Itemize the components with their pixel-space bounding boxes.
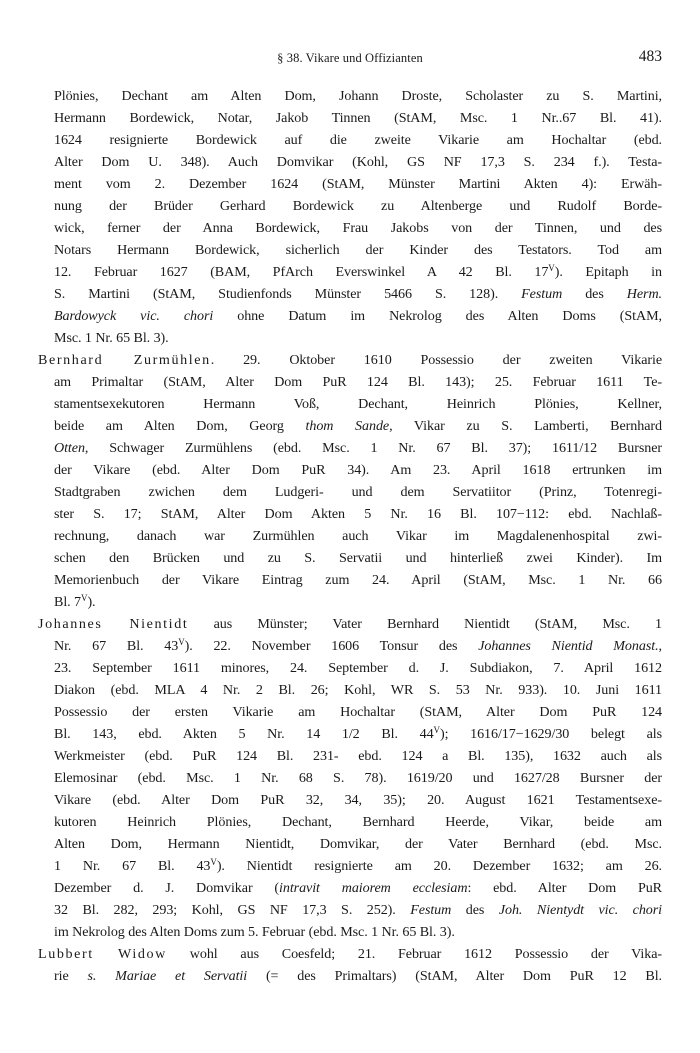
text-segment: (= des Primaltars) (StAM, Alter Dom PuR 12 Bl. [247, 968, 662, 984]
italic-text: Joh. Nientydt vic. chori [498, 902, 663, 918]
text-segment: des [562, 286, 627, 302]
superscript: V [178, 637, 185, 647]
text-line [38, 701, 662, 723]
text-segment: Werkmeister (ebd. PuR 124 Bl. 231- ebd. 124 a Bl. 135), 1632 auch als [54, 748, 662, 764]
text-segment: Possessio der ersten Vikarie am Hochaltar (StAM, Alter Dom PuR 124 [54, 704, 662, 720]
text-line [38, 261, 662, 283]
entry-heading-line [38, 943, 662, 965]
entry-name: Johannes Nientidt [38, 616, 189, 632]
italic-text: Herm. [626, 286, 662, 302]
text-segment: Vikare (ebd. Alter Dom PuR 32, 34, 35); 20. August 1621 Testamentsexe- [54, 792, 662, 808]
text-segment: ster S. 17; StAM, Alter Dom Akten 5 Nr. 16 Bl. 107−112: ebd. Nachlaß- [54, 506, 662, 522]
text-segment: 32 Bl. 282, 293; Kohl, GS NF 17,3 S. 252). [54, 902, 411, 918]
section-title: § 38. Vikare und Offizianten [277, 51, 423, 65]
page-number: 483 [638, 48, 662, 65]
text-line [38, 569, 662, 591]
text-line [38, 745, 662, 767]
entry-name: Lubbert Widow [38, 946, 167, 962]
text-line [38, 415, 662, 437]
text-segment: Bl. 7 [54, 594, 82, 610]
text-line [38, 811, 662, 833]
text-segment: des [451, 902, 499, 918]
superscript: V [433, 725, 440, 735]
text-segment: kutoren Heinrich Plönies, Dechant, Bernhard Heerde, Vikar, beide am [54, 814, 662, 830]
text-line [38, 679, 662, 701]
text-segment: ment vom 2. Dezember 1624 (StAM, Münster Martini Akten 4): Erwäh- [54, 176, 662, 192]
text-line [38, 921, 662, 943]
text-segment: ); 1616/17−1629/30 belegt als [439, 726, 662, 742]
text-line [38, 635, 662, 657]
text-segment: 23. September 1611 minores, 24. September d. J. Subdiakon, 7. April 1612 [54, 660, 662, 676]
text-segment: am Primaltar (StAM, Alter Dom PuR 124 Bl. 143); 25. Februar 1611 Te- [54, 374, 662, 390]
text-line [38, 877, 662, 899]
text-segment: . 29. Oktober 1610 Possessio der zweiten Vikarie [210, 352, 662, 368]
text-segment: Msc. 1 Nr. 65 Bl. 3). [54, 330, 169, 346]
text-line [38, 503, 662, 525]
text-segment: der Vikare (ebd. Alter Dom PuR 34). Am 23. April 1618 ertrunken im [54, 462, 662, 478]
text-segment: ). 22. November 1606 Tonsur des [184, 638, 479, 654]
text-line [38, 833, 662, 855]
text-line [38, 151, 662, 173]
text-line [38, 173, 662, 195]
text-segment: im Nekrolog des Alten Doms zum 5. Februar (ebd. Msc. 1 Nr. 65 Bl. 3). [54, 924, 455, 940]
text-segment: : ebd. Alter Dom PuR [467, 880, 662, 896]
italic-text: Festum [410, 902, 452, 918]
text-line [38, 371, 662, 393]
italic-text: Bardowyck vic. chori [54, 308, 214, 324]
text-segment: Diakon (ebd. MLA 4 Nr. 2 Bl. 26; Kohl, WR S. 53 Nr. 933). 10. Juni 1611 [54, 682, 662, 698]
text-line [38, 305, 662, 327]
text-segment: , [658, 638, 662, 654]
text-line [38, 789, 662, 811]
text-segment: ). Nientidt resignierte am 20. Dezember 1632; am 26. [216, 858, 662, 874]
italic-text: thom Sande [305, 418, 390, 434]
text-line [38, 437, 662, 459]
text-segment: ). Epitaph in [554, 264, 662, 280]
text-segment: nung der Brüder Gerhard Bordewick zu Altenberge und Rudolf Borde- [54, 198, 662, 214]
text-segment: , Vikar zu S. Lamberti, Bernhard [389, 418, 662, 434]
text-line [38, 459, 662, 481]
text-segment: 12. Februar 1627 (BAM, PfArch Everswinkel A 42 Bl. 17 [54, 264, 549, 280]
entry-heading-line [38, 349, 662, 371]
text-segment: wohl aus Coesfeld; 21. Februar 1612 Possessio der Vika- [166, 946, 662, 962]
text-segment: Notars Hermann Bordewick, sicherlich der Kinder des Testators. Tod am [54, 242, 662, 258]
text-segment: rechnung, danach war Zurmühlen auch Vikar im Magdalenenhospital zwi- [54, 528, 662, 544]
text-line [38, 657, 662, 679]
text-segment: rie [54, 968, 88, 984]
text-segment: , Schwager Zurmühlens (ebd. Msc. 1 Nr. 67 Bl. 37); 1611/12 Bursner [84, 440, 662, 456]
text-line [38, 129, 662, 151]
text-line [38, 723, 662, 745]
text-segment: Elemosinar (ebd. Msc. 1 Nr. 68 S. 78). 1619/20 und 1627/28 Bursner der [54, 770, 662, 786]
running-header [38, 48, 662, 70]
text-line [38, 217, 662, 239]
text-line [38, 855, 662, 877]
text-segment: Alter Dom U. 348). Auch Domvikar (Kohl, GS NF 17,3 S. 234 f.). Testa- [54, 154, 662, 170]
text-line [38, 591, 662, 613]
text-segment: Dezember d. J. Domvikar ( [54, 880, 280, 896]
text-segment: 1 Nr. 67 Bl. 43 [54, 858, 211, 874]
text-line [38, 239, 662, 261]
text-segment: Alten Dom, Hermann Nientidt, Domvikar, der Vater Bernhard (ebd. Msc. [54, 836, 662, 852]
text-line [38, 481, 662, 503]
text-segment: beide am Alten Dom, Georg [54, 418, 306, 434]
text-line [38, 525, 662, 547]
body-text [38, 85, 662, 987]
text-segment: Hermann Bordewick, Notar, Jakob Tinnen (StAM, Msc. 1 Nr..67 Bl. 41). [54, 110, 662, 126]
text-segment: Nr. 67 Bl. 43 [54, 638, 179, 654]
text-segment: ohne Datum im Nekrolog des Alten Doms (StAM, [213, 308, 663, 324]
text-line [38, 85, 662, 107]
entry-heading-line [38, 613, 662, 635]
text-line [38, 767, 662, 789]
italic-text: Johannes Nientid Monast. [478, 638, 659, 654]
text-segment: S. Martini (StAM, Studienfonds Münster 5466 S. 128). [54, 286, 522, 302]
text-segment: 1624 resignierte Bordewick auf die zweite Vikarie am Hochaltar (ebd. [54, 132, 662, 148]
text-line [38, 899, 662, 921]
text-segment: ). [87, 594, 96, 610]
text-line [38, 327, 662, 349]
text-segment: Plönies, Dechant am Alten Dom, Johann Droste, Scholaster zu S. Martini, [54, 88, 662, 104]
text-line [38, 283, 662, 305]
text-segment: Memorienbuch der Vikare Eintrag zum 24. April (StAM, Msc. 1 Nr. 66 [54, 572, 662, 588]
italic-text: Festum [521, 286, 563, 302]
text-line [38, 547, 662, 569]
text-segment: stamentsexekutoren Hermann Voß, Dechant, Heinrich Plönies, Kellner, [54, 396, 662, 412]
text-segment: Bl. 143, ebd. Akten 5 Nr. 14 1/2 Bl. 44 [54, 726, 434, 742]
text-line [38, 393, 662, 415]
entry-name: Bernhard Zurmühlen [38, 352, 211, 368]
text-line [38, 965, 662, 987]
italic-text: intravit maiorem ecclesiam [279, 880, 468, 896]
text-line [38, 107, 662, 129]
text-segment: wick, ferner der Anna Bordewick, Frau Jakobs von der Tinnen, und des [54, 220, 662, 236]
italic-text: Otten [54, 440, 85, 456]
italic-text: s. Mariae et Servatii [87, 968, 248, 984]
superscript: V [210, 857, 217, 867]
text-line [38, 195, 662, 217]
text-segment: Stadtgraben zwichen dem Ludgeri- und dem Servatiitor (Prinz, Totenregi- [54, 484, 662, 500]
text-segment: aus Münster; Vater Bernhard Nientidt (StAM, Msc. 1 [188, 616, 662, 632]
superscript: V [81, 593, 88, 603]
text-segment: schen den Brücken und zu S. Servatii und hinterließ zwei Kinder). Im [54, 550, 662, 566]
superscript: V [548, 263, 555, 273]
